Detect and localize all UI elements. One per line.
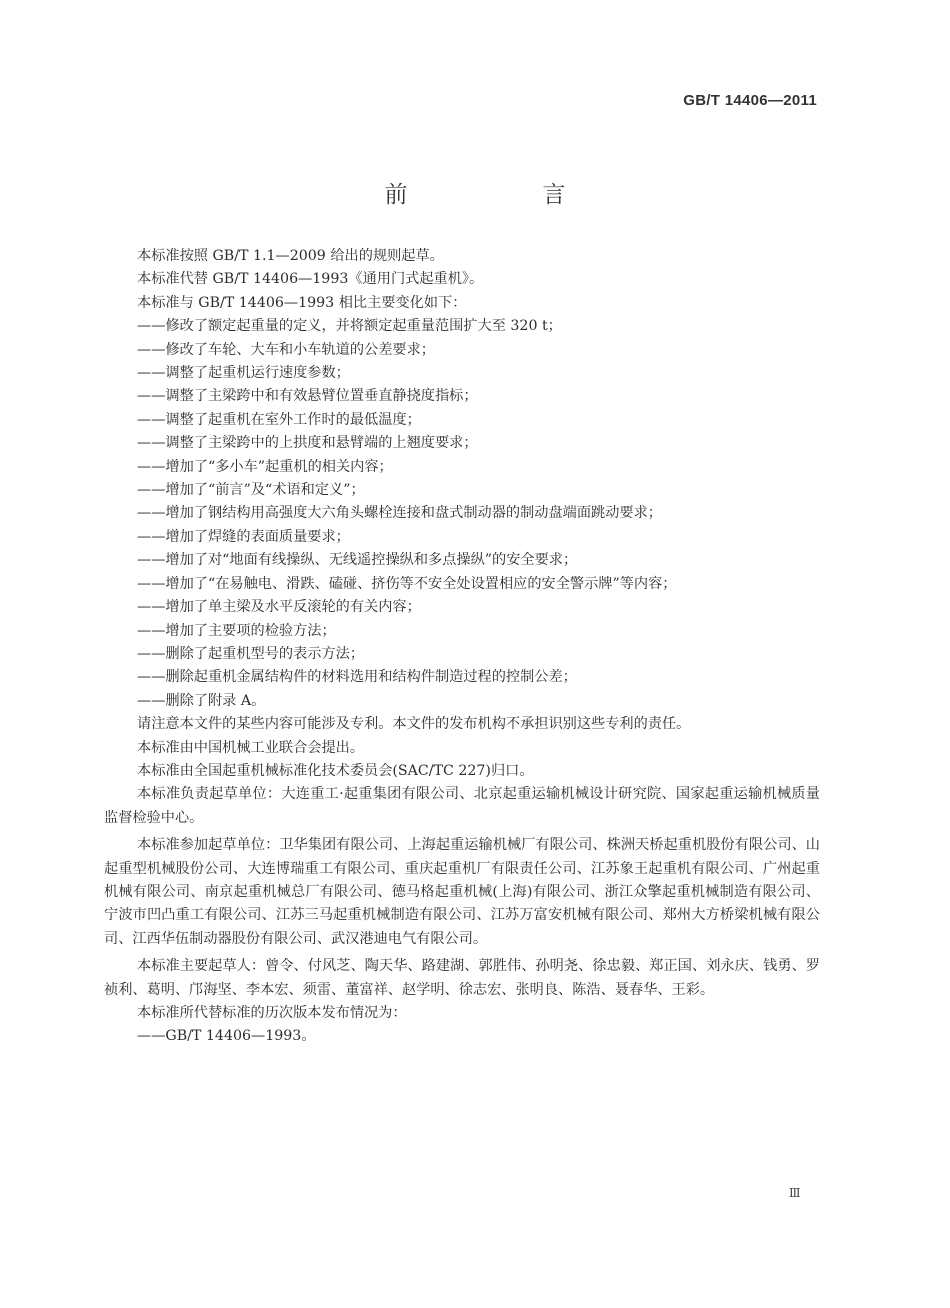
standard-code: GB/T 14406—2011 [683,92,817,109]
change-item: ——删除了起重机型号的表示方法； [137,645,365,662]
paragraph-patent-notice: 请注意本文件的某些内容可能涉及专利。本文件的发布机构不承担识别这些专利的责任。 [137,716,691,733]
change-item: ——增加了焊缝的表面质量要求； [137,528,350,545]
change-item: ——增加了单主梁及水平反滚轮的有关内容； [137,599,421,616]
change-item: ——增加了“前言”及“术语和定义”； [137,482,365,499]
change-item: ——调整了起重机运行速度参数； [137,365,350,382]
change-item: ——增加了对“地面有线操纵、无线遥控操纵和多点操纵”的安全要求； [137,552,578,569]
change-item: ——调整了主梁跨中和有效悬臂位置垂直静挠度指标； [137,388,478,405]
change-item: ——增加了“多小车”起重机的相关内容； [137,458,393,475]
paragraph-replaces: 本标准代替 GB/T 14406—1993《通用门式起重机》。 [137,271,484,288]
paragraph-responsible-unit: 本标准负责起草单位：大连重工·起重集团有限公司、北京起重运输机械设计研究院、国家起重运输机械质量监督检验中心。 [104,786,820,826]
paragraph-history-intro: 本标准所代替标准的历次版本发布情况为： [137,1005,407,1021]
change-item: ——删除了附录 A。 [137,692,266,709]
change-item: ——修改了额定起重量的定义，并将额定起重量范围扩大至 320 t； [137,318,562,335]
change-item: ——增加了钢结构用高强度大六角头螺栓连接和盘式制动器的制动盘端面跳动要求； [137,505,662,522]
history-item: ——GB/T 14406—1993。 [137,1028,316,1045]
change-item: ——修改了车轮、大车和小车轨道的公差要求； [137,341,435,358]
paragraph-proposed-by: 本标准由中国机械工业联合会提出。 [137,739,365,756]
paragraph-drafting-rules: 本标准按照 GB/T 1.1—2009 给出的规则起草。 [137,248,444,264]
foreword-body [104,245,820,1049]
change-item: ——增加了“在易触电、滑跌、磕碰、挤伤等不安全处设置相应的安全警示牌”等内容； [137,575,677,592]
page-title: 前 言 [384,182,622,208]
paragraph-drafters: 本标准主要起草人：曾令、付风芝、陶天华、路建湖、郭胜伟、孙明尧、徐忠毅、郑正国、刘永庆、钱勇、罗祯利、葛明、邝海坚、李本宏、须雷、董富祥、赵学明、徐志宏、张明良、陈浩、聂春华、王彩。 [104,958,820,998]
change-item: ——增加了主要项的检验方法； [137,622,336,639]
change-item: ——调整了主梁跨中的上拱度和悬臂端的上翘度要求； [137,435,478,452]
page-number: Ⅲ [789,1186,801,1200]
paragraph-managed-by: 本标准由全国起重机械标准化技术委员会(SAC/TC 227)归口。 [137,762,534,779]
paragraph-participating-units: 本标准参加起草单位：卫华集团有限公司、上海起重运输机械厂有限公司、株洲天桥起重机股份有限公司、山起重型机械股份公司、大连博瑞重工有限公司、重庆起重机厂有限责任公司、江苏象王起重机有限公司、广州起重机械有限公司、南京起重机械总厂有限公司、德马格起重机械(上海)有限公司、浙江众擎起重机械制造有限公司、宁波市凹凸重工有限公司、江苏三马起重机械制造有限公司、江苏万富安机械有限公司、郑州大方桥梁机械有限公司、江西华伍制动器股份有限公司、武汉港迪电气有限公司。 [104,837,820,947]
change-item: ——调整了起重机在室外工作时的最低温度； [137,411,421,428]
change-item: ——删除起重机金属结构件的材料选用和结构件制造过程的控制公差； [137,669,577,686]
paragraph-changes-intro: 本标准与 GB/T 14406—1993 相比主要变化如下： [137,294,467,311]
